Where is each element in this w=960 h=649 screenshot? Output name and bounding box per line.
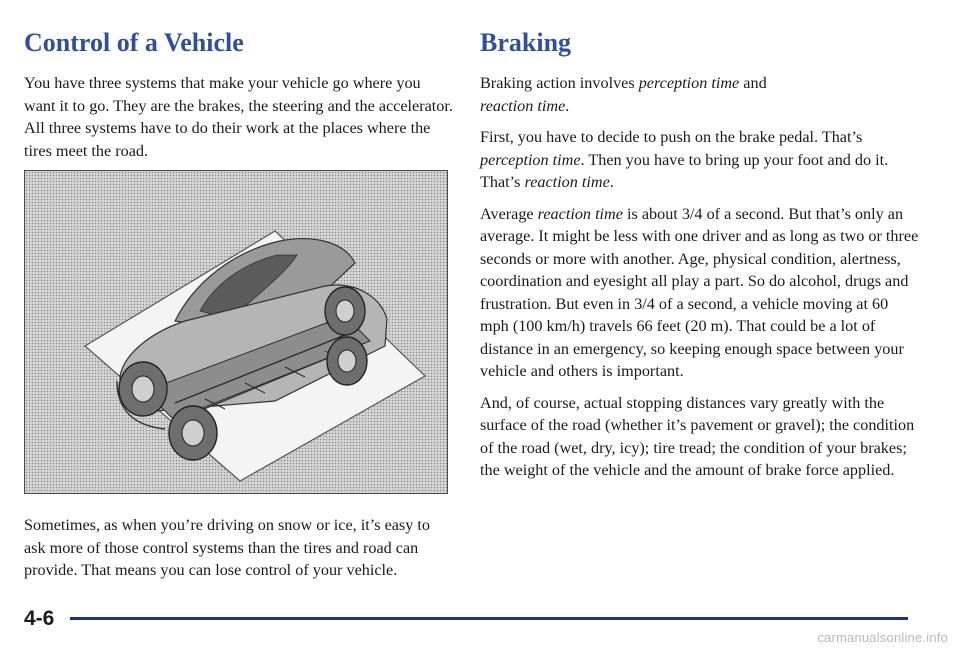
left-column xyxy=(24,28,454,171)
term-reaction-time: reaction time xyxy=(480,96,566,115)
right-column xyxy=(480,28,920,491)
front-left-wheel xyxy=(119,362,167,416)
term-reaction-time: reaction time xyxy=(524,173,610,191)
intro-paragraph: You have three systems that make your vehicle go where you want it to go. They are the brakes, the steering and the accelerator. All three systems have to do their work at the places where the tires meet the road. xyxy=(24,74,453,160)
term-perception-time: perception time xyxy=(480,150,581,169)
braking-intro-paragraph: Braking action involves perception time and reaction time. xyxy=(480,74,767,115)
page-footer xyxy=(24,605,908,635)
section-title-control: Control of a Vehicle xyxy=(24,28,244,57)
front-right-wheel xyxy=(169,406,217,460)
stopping-distance-paragraph: And, of course, actual stopping distances vary greatly with the surface of the road (whether it’s pavement or gravel); the condition of the road (wet, dry, icy); tire tread; the condition of your brakes; the weight of the vehicle and the amount of brake force applied. xyxy=(480,393,915,479)
page-number: 4-6 xyxy=(24,607,55,630)
rear-left-wheel xyxy=(325,287,365,335)
rear-right-wheel xyxy=(327,337,367,385)
section-title-braking: Braking xyxy=(480,28,572,57)
watermark-text: carmanualsonline.info xyxy=(817,630,948,645)
car-chassis-drawing xyxy=(25,171,447,493)
perception-reaction-paragraph: First, you have to decide to push on the brake pedal. That’s perception time. Then you have to bring up your foot and do it. That’s reaction time. xyxy=(480,128,889,191)
average-reaction-paragraph: Average reaction time is about 3/4 of a second. But that’s only an average. It might be less with one driver and as long as two or three seconds or more with another. Age, physical condition, alertness, coordination and eyesight all play a part. So do alcohol, drugs and frustration. But even in 3/4 of a second, a vehicle moving at 60 mph (100 km/h) travels 66 feet (20 m). That could be a lot of distance in an emergency, so keeping enough space between your vehicle and others is important. xyxy=(480,204,919,380)
footer-rule xyxy=(70,617,908,620)
left-column-lower xyxy=(24,514,454,591)
term-reaction-time: reaction time xyxy=(537,204,623,223)
term-perception-time: perception time xyxy=(638,74,740,92)
traction-paragraph: Sometimes, as when you’re driving on snow or ice, it’s easy to ask more of those control systems than the tires and road can provide. That means you can lose control of your vehicle. xyxy=(24,516,430,579)
vehicle-underside-illustration xyxy=(24,170,448,494)
